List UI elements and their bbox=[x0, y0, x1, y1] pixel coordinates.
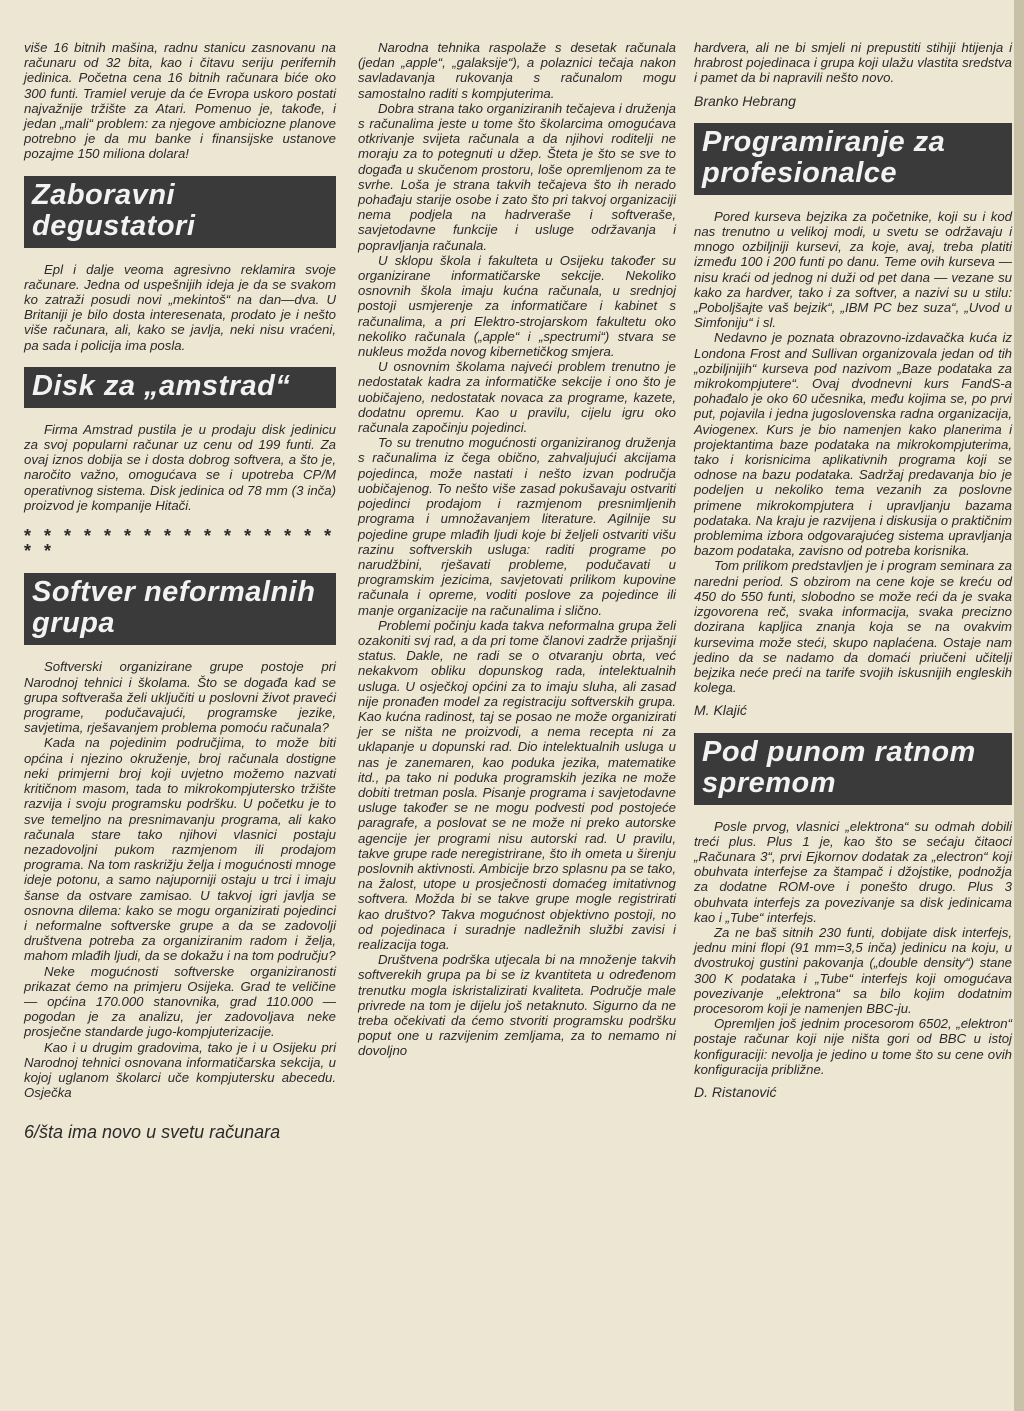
page-footer: 6/šta ima novo u svetu računara bbox=[24, 1122, 281, 1143]
article-text: Posle prvog, vlasnici „elektrona“ su odmah dobili treći plus. Plus 1 je, kao što se sećaju čitaoci „Računara 3“, prvi Ejkornov dodatak za „electron“ koji obuhvata interfejse za štampač i džojstike, podnožja za dodatne ROM-ove i ponešto drugo. Plus 3 obuhvata interfejs za povezivanje sa disk jedinicama kao i „Tube“ interfejs. bbox=[694, 818, 1012, 925]
article-text: Nedavno je poznata obrazovno-izdavačka kuća iz Londona Frost and Sullivan organizovala jedan od tih „ozbiljnijih“ kurseva pod nazivom „Baze podataka za mikrokompjutere“. Ovaj dvodnevni kurs FandS-a pohađalo je oko 60 učesnika, među kojima se, po prvi put, pojavila i jedna jugoslovenska radna organizacija, Aviogenex. Kurs je bio namenjen kako planerima i projektantima baze podataka na mikrokompjuterima, tako i korisnicima aplikativnih programa koji se odnose na bazu podataka. Sadržaj predavanja bio je podeljen u nekoliko tema vezanih za poslovne primene mikrokompjutera i upravljanju bazama podataka. Na kraju je razvijena i diskusija o praktičnim problemima izbora odgovarajućeg sistema upravljanja bazom podataka, zavisno od potreba korisnika. bbox=[694, 330, 1012, 559]
article-text: To su trenutno mogućnosti organiziranog druženja s računalima iz čega obično, zahvaljujući akcijama pojedinca, može nastati i nešto izvan područja uobičajenog. To nešto više zasad pokušavaju ostvariti pojedinci prodajom i razmjenom presnimljenih programa i umnožavanjem literature. Agilnije su pojedine grupe mlađih ljudi koje bi željeli ostvariti višu razinu softverskih usluga: raditi programe po narudžbini, rješavati probleme, podučavati u programskim jezicima, savjetovati prilikom kupovine računala i opreme, voditi poslove za pojedince ili manje organizacije na računalima i slično. bbox=[358, 435, 676, 618]
heading-disk-za-amstrad: Disk za „amstrad“ bbox=[24, 367, 336, 408]
article-text: Epl i dalje veoma agresivno reklamira svoje računare. Jedna od uspešnijih ideja je da se svakom ko zatraži posudi novi „mekintoš“ na dan—dva. U Britaniji je bilo dosta interesenata, prodato je i nešto više računara, ali, kako se javlja, neki nisu vraćeni, pa sada i policija ima posla. bbox=[24, 261, 336, 353]
article-text: Opremljen još jednim procesorom 6502, „elektron“ postaje računar koji nije ništa gori od BBC u istoj konfiguraciji: nevolja je jedino u tome što su cene ovih konfiguracija približne. bbox=[694, 1016, 1012, 1077]
star-separator: * * * * * * * * * * * * * * * * * * bbox=[24, 526, 336, 562]
article-text: Neke mogućnosti softverske organiziranosti prikazat ćemo na primjeru Osijeka. Grad te veličine — općina 170.000 stanovnika, grad 110.000 — pogodan je za analizu, jer zadovoljava neke prosječne standarde jugo-kompjuterizacije. bbox=[24, 963, 336, 1040]
article-text: Firma Amstrad pustila je u prodaju disk jedinicu za svoj popularni računar uz cenu od 199 funti. Za ovaj iznos dobija se i dosta dobrog softvera, a što je, naročito važno, omogućava se i upotreba CP/M operativnog sistema. Disk jedinica od 78 mm (3 inča) proizvod je kompanije Hitači. bbox=[24, 421, 336, 513]
heading-programiranje-za-profesionalce: Programiranje za profesionalce bbox=[694, 123, 1012, 195]
article-text: U osnovnim školama najveći problem trenutno je nedostatak kadra za informatičke sekcije i ono što je uobičajeno, nedostatak novaca za programe, kazete, dodatnu opremu. Kao u pravilu, cijelu igru oko računala započinju pojedinci. bbox=[358, 359, 676, 436]
heading-pod-punom-ratnom-spremom: Pod punom ratnom spremom bbox=[694, 733, 1012, 805]
article-text: Pored kurseva bejzika za početnike, koji su i kod nas trenutno u velikoj modi, u svetu se održavaju i mnogo ozbiljniji kursevi, za koje, avaj, treba platiti između 100 i 200 funti po danu. Teme ovih kurseva — nisu kraći od jednog ni duži od pet dana — vezane su kako za hardver, tako i za softver, a nazivi su u stilu: „Poboljšajte vaš bejzik“, „IBM PC bez suza“, „Uvod u Simfoniju“ i sl. bbox=[694, 208, 1012, 331]
heading-softver-neformalnih-grupa: Softver neformalnih grupa bbox=[24, 573, 336, 645]
article-text: Problemi počinju kada takva neformalna grupa želi ozakoniti svj rad, a da pri tome članovi zadrže prijašnji status. Dakle, ne radi se o otvaranju obrta, već nekakvom obliku dopunskog rada, intelektualnih usluga. U osječkoj općini za to imaju sluha, ali zasad nije pronađen model za registraciju softverskih grupa. Kao kućna radinost, taj se posao ne može organizirati jer se ništa ne proizvodi, a nema recepta ni za uklapanje u dopunski rad. Dio intelektualnih usluga u nas je zanemaren, kao poduka jezika, matematike itd., pa tako ni poduka programskih jezika ne može dobiti tretman posla. Pisanje programa i savjetodavne usluge također se ne mogu podvesti pod postojeće paragrafe, a poslovat se ne može ni preko autorske agencije jer programi nisu autorski rad. U pravilu, takve grupe rade neregistrirane, što ih ometa u širenju poslovnih aktivnosti. Ambicije brzo splasnu pa se tako, na žalost, utope u prosječnosti domaćeg imitativnog softvera. Možda bi se takve grupe mogle registrirati kao društvo? Takva mogućnost objektivno postoji, no od pojedinaca i suradnje nadležnih službi zavisi i realizacija toga. bbox=[358, 617, 676, 952]
author-signature: M. Klajić bbox=[694, 702, 747, 719]
heading-zaboravni-degustatori: Zaboravni degustatori bbox=[24, 176, 336, 248]
article-text: Kao i u drugim gradovima, tako je i u Osijeku pri Narodnoj tehnici osnovana informatičarska sekcija, u kojoj uglanom školarci uče kompjutersku abecedu. Osječka bbox=[24, 1039, 336, 1101]
article-text: Društvena podrška utjecala bi na množenje takvih softverekih grupa pa bi se iz kvantiteta u određenom trenutku mogla iskristalizirati kvaliteta. Područje male privrede na tom je dijelu još netaknuto. Sigurno da ne treba očekivati da ćemo stvoriti programsku podršku poput one u razvijenim zemljama, za to nemamo ni dovoljno bbox=[358, 952, 676, 1059]
article-text: hardvera, ali ne bi smjeli ni prepustiti stihiji htijenja i hrabrost pojedinaca i grupa koji ulažu vlastita sredstva i pamet da bi napravili nešto novo. bbox=[694, 40, 1012, 86]
author-signature: D. Ristanović bbox=[694, 1083, 777, 1100]
page-edge bbox=[1014, 0, 1024, 1411]
column-2 bbox=[358, 40, 676, 1059]
article-text: Softverski organizirane grupe postoje pri Narodnoj tehnici i školama. Što se događa kad se grupa softveraša želi uključiti u poslovni život praveći programe, podučavajući, programske jezike, savjetima, rješavanjem problema pomoću računala? bbox=[24, 659, 336, 736]
author-signature: Branko Hebrang bbox=[694, 92, 796, 109]
article-text: Tom prilikom predstavljen je i program seminara za naredni period. S obzirom na cene koje se kreću od 450 do 550 funti, slobodno se može reći da je svaka izgovorena reč, svaka informacija, svaka precizno dozirana kapljica znanja koja se na ovakvim kursevima može steći, skupo naplaćena. Ostaje nam jedino da se nadamo da domaći priučeni učitelji bejzika neće preći na tarife svojih iskusnijih engleskih kolega. bbox=[694, 558, 1012, 696]
column-3 bbox=[694, 40, 1012, 1110]
article-text: više 16 bitnih mašina, radnu stanicu zasnovanu na računaru od 32 bita, kao i čitavu seriju perifernih jedinica. Početna cena 16 bitnih računara biće oko 300 funti. Tramiel veruje da će Evropa uskoro postati najvažnije tržište za Atari. Pomenuo je, takođe, i jedan „mali“ problem: za njegove ambiciozne planove potrebno je da mu banke i finansijske ustanove pozajme 150 miliona dolara! bbox=[24, 40, 336, 162]
article-text: Dobra strana tako organiziranih tečajeva i druženja s računalima jeste u tome što školarcima omogućava otkrivanje svijeta računala a da njihovi roditelji ne moraju za to potegnuti u džep. Šteta je što se sve to događa u skučenom prostoru, loše opremljenom za te svrhe. Loša je strana takvih tečajeva što ih nerado pohađaju starije osobe i zato što pri takvoj organizaciji nema podjela na hadrveraše i softveraše, savjetodavne funkcije i usluge održavanja i popravljanja računala. bbox=[358, 100, 676, 253]
article-text: Za ne baš sitnih 230 funti, dobijate disk interfejs, jednu mini flopi (91 mm=3,5 inča) jedinicu na koju, u dvostrukoj gustini pakovanja („double density“) stane 300 K podataka i „Tube“ interfejs koji omogućava povezivanje „elektrona“ sa bilo kojim dodatnim procesorom koji je namenjen BBC-ju. bbox=[694, 924, 1012, 1016]
article-text: Kada na pojedinim područjima, to može biti općina i njezino okruženje, broj računala dostigne neki primjerni broj koji uvjetno možemo nazvati kritičnom masom, tada to mikrokompjutersko tržište razvija i svoju programsku podršku. U početku je to sve temeljno na presnimavanju programa, ali kako računala stare tako njihovi vlasnici postaju nezadovoljni pukom razmjenom ili prodajom programa. Na tom raskrižju želja i mogućnosti mnoge ideje potonu, a samo najuporniji ostaju u trci i imaju šanse da ostvare zamisao. U takvoj igri javlja se osnovna dilema: kako se mogu organizirati pojedinci i neformalne softverske grupe a da se zadovolji društvena potreba za organiziranim radom i želja, mahom mlađih ljudi, da se dokažu i na tom području? bbox=[24, 735, 336, 964]
column-1 bbox=[24, 40, 336, 1143]
article-text: Narodna tehnika raspolaže s desetak računala (jedan „apple“, „galaksije“), a polaznici tečaja nakon savladavanja rukovanja s računalom mogu samostalno raditi s kompjuterima. bbox=[358, 40, 676, 101]
article-text: U sklopu škola i fakulteta u Osijeku također su organizirane informatičarske sekcije. Nekoliko osnovnih škola imaju kućna računala, u srednjoj postoji usmjerenje za informatičare i kabinet s računalima, a pri Elektro-strojarskom fakultetu oko nekoliko računala („apple“ i „spectrumi“) stvara se nukleus možda novog kibernetičkog smjera. bbox=[358, 252, 676, 360]
